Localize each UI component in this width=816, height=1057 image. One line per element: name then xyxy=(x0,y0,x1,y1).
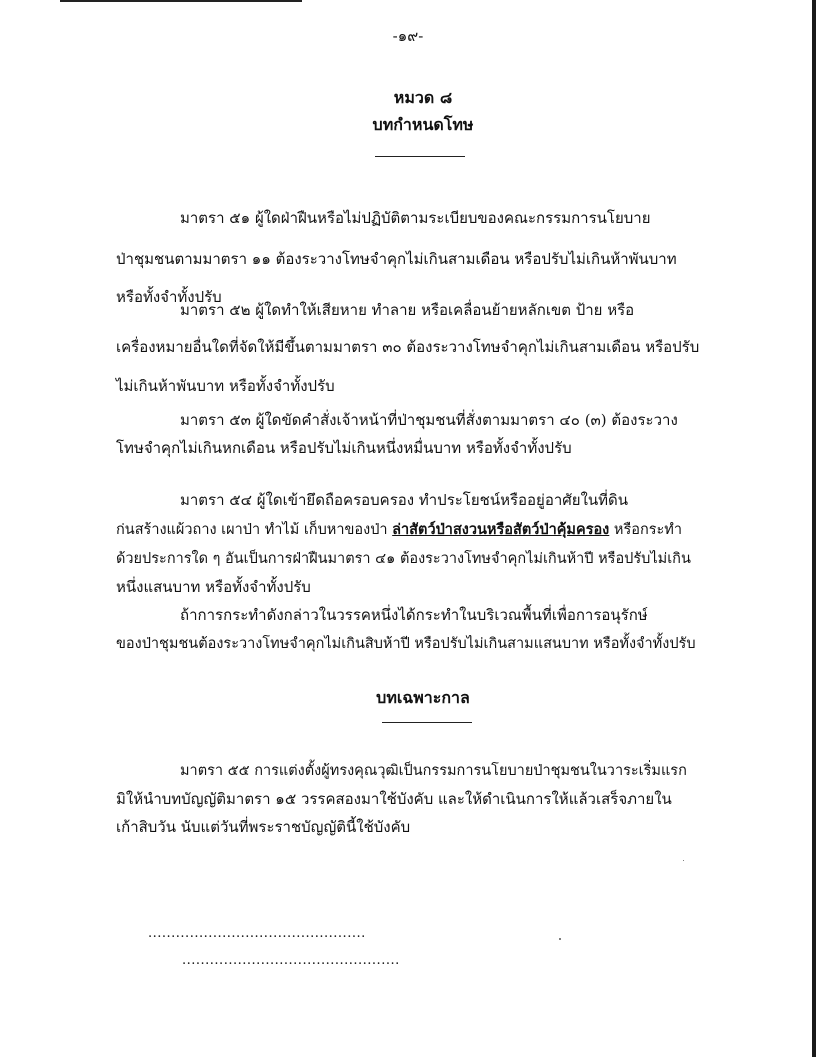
section-54-line-3: ด้วยประการใด ๆ อันเป็นการฝ่าฝืนมาตรา ๔๑ ต้องระวางโทษจำคุกไม่เกินห้าปี หรือปรับไม่เกิน xyxy=(116,551,691,567)
section-52-line-3: ไม่เกินห้าพันบาท หรือทั้งจำทั้งปรับ xyxy=(116,377,335,395)
top-border-line xyxy=(60,0,302,2)
section-52-line-1: มาตรา ๕๒ ผู้ใดทำให้เสียหาย ทำลาย หรือเคลื่อนย้ายหลักเขต ป้าย หรือ xyxy=(180,301,635,319)
section-52-line-2: เครื่องหมายอื่นใดที่จัดให้มีขึ้นตามมาตรา ๓๐ ต้องระวางโทษจำคุกไม่เกินสามเดือน หรือปรับ xyxy=(116,338,700,356)
section-53-line-1: มาตรา ๕๓ ผู้ใดขัดคำสั่งเจ้าหน้าที่ป่าชุมชนที่สั่งตามมาตรา ๔๐ (๓) ต้องระวาง xyxy=(180,411,678,429)
section-55-line-1: มาตรา ๕๕ การแต่งตั้งผู้ทรงคุณวุฒิเป็นกรรมการนโยบายป่าชุมชนในวาระเริ่มแรก xyxy=(180,763,687,779)
section-54-line-5: ถ้าการกระทำดังกล่าวในวรรคหนึ่งได้กระทำในบริเวณพื้นที่เพื่อการอนุรักษ์ xyxy=(180,606,648,624)
section-51-line-3: หรือทั้งจำทั้งปรับ xyxy=(116,288,222,306)
section-54-line-2-text: ก่นสร้างแผ้วถาง เผาป่า ทำไม้ เก็บหาของป่า xyxy=(116,522,393,538)
chapter-title-underline xyxy=(375,156,465,157)
chapter-title: บทกำหนดโทษ xyxy=(372,115,474,134)
section-54-emphasis: ล่าสัตว์ป่าสงวนหรือสัตว์ป่าคุ้มครอง xyxy=(392,521,610,538)
page-number: -๑๙- xyxy=(392,27,424,45)
section-54-line-4: หนึ่งแสนบาท หรือทั้งจำทั้งปรับ xyxy=(116,578,311,596)
section-54-line-2-tail: หรือกระทำ xyxy=(609,522,683,538)
signature-dotted-line-1: ............................................... xyxy=(148,926,366,941)
scan-speck xyxy=(683,860,684,861)
section-54-line-1: มาตรา ๕๔ ผู้ใดเข้ายึดถือครอบครอง ทำประโยชน์หรืออยู่อาศัยในที่ดิน xyxy=(180,491,629,509)
transitional-title: บทเฉพาะกาล xyxy=(376,688,470,707)
section-53-line-2: โทษจำคุกไม่เกินหกเดือน หรือปรับไม่เกินหนึ่งหมื่นบาท หรือทั้งจำทั้งปรับ xyxy=(116,439,572,457)
section-55-line-2: มิให้นำบทบัญญัติมาตรา ๑๕ วรรคสองมาใช้บังคับ และให้ดำเนินการให้แล้วเสร็จภายใน xyxy=(116,790,672,808)
chapter-number: หมวด ๘ xyxy=(393,88,453,107)
section-55-line-3: เก้าสิบวัน นับแต่วันที่พระราชบัญญัตินี้ใช้บังคับ xyxy=(116,818,411,836)
right-border-edge xyxy=(812,0,816,1057)
section-51-line-2: ป่าชุมชนตามมาตรา ๑๑ ต้องระวางโทษจำคุกไม่เกินสามเดือน หรือปรับไม่เกินห้าพันบาท xyxy=(116,250,677,268)
transitional-title-underline xyxy=(382,722,472,723)
section-54-line-6: ของป่าชุมชนต้องระวางโทษจำคุกไม่เกินสิบห้าปี หรือปรับไม่เกินสามแสนบาท หรือทั้งจำทั้งปรับ xyxy=(116,636,696,652)
section-54-line-2 xyxy=(116,520,682,540)
section-51-line-1: มาตรา ๕๑ ผู้ใดฝ่าฝืนหรือไม่ปฏิบัติตามระเบียบของคณะกรรมการนโยบาย xyxy=(180,209,651,227)
signature-dotted-line-2: ............................................... xyxy=(182,953,400,968)
scan-speck xyxy=(559,938,561,940)
